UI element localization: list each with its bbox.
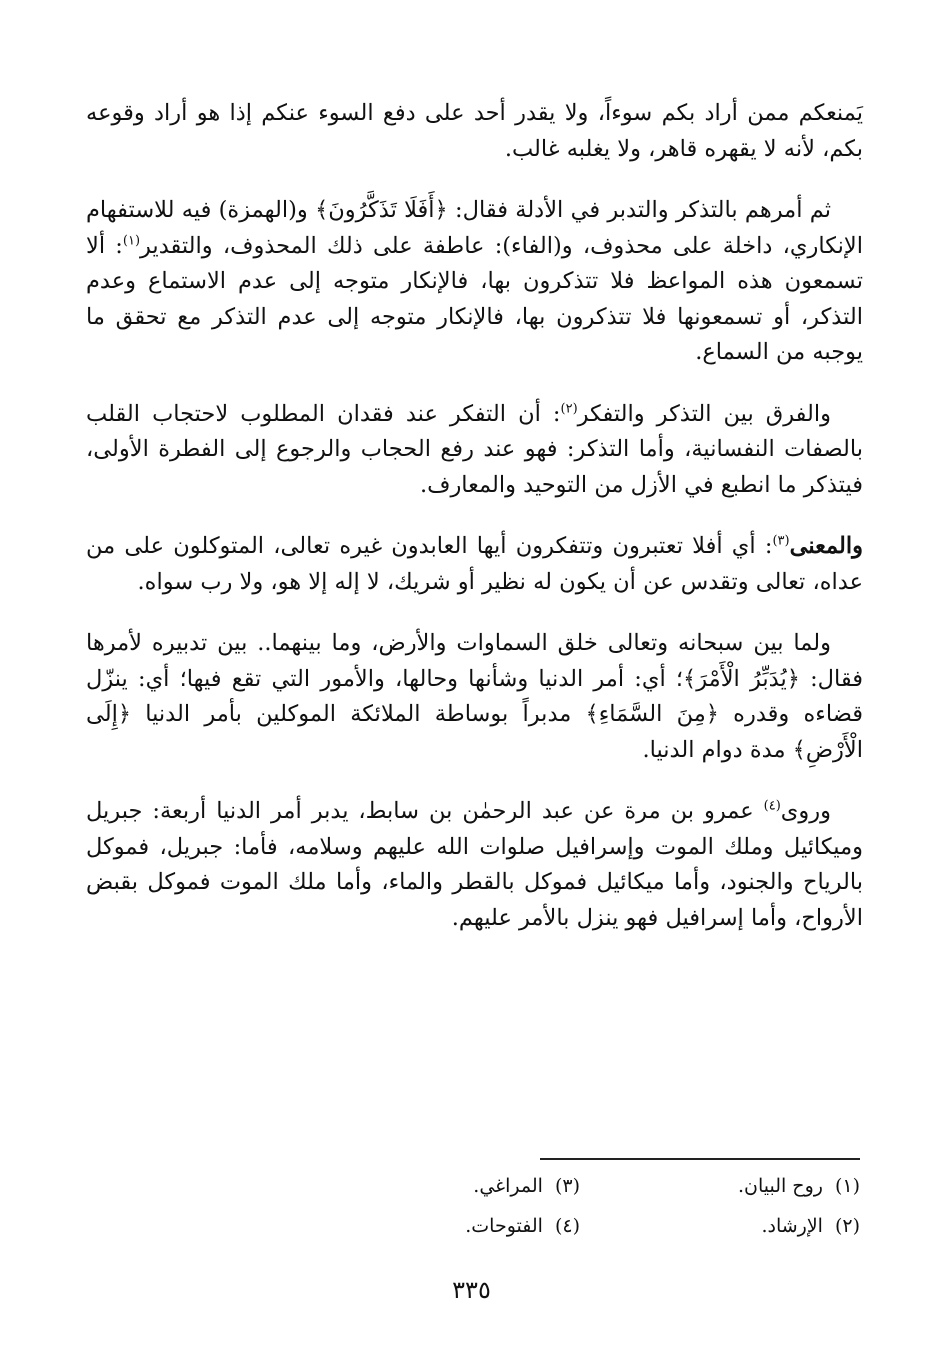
paragraph-2-text-a: ثم أمرهم بالتذكر والتدبر في الأدلة فقال:	[447, 197, 831, 223]
footnote-number: (٣)	[554, 1175, 580, 1197]
paragraph-4	[86, 529, 863, 600]
paragraph-3-text-a: والفرق بين التذكر والتفكر	[577, 400, 831, 427]
quran-verse: ﴿إِلَى الْأَرْضِ﴾	[86, 701, 863, 763]
paragraph-5	[86, 626, 863, 768]
paragraph-4-bold-term: والمعنى	[789, 533, 863, 559]
paragraph-2	[86, 193, 863, 371]
footnote-ref-3[interactable]: (٣)	[772, 533, 790, 549]
footnote-number: (١)	[834, 1175, 860, 1197]
paragraph-4-text: : أي أفلا تعتبرون وتتفكرون أيها العابدون غيره تعالى، المتوكلون على من عداه، تعالى وتقدس عن أن يكون له نظير أو شريك، لا إله إلا هو، ولا رب سواه.	[86, 533, 863, 595]
paragraph-2-text-c: : ألا تسمعون هذه المواعظ فلا تتذكرون بها، فالإنكار متوجه إلى عدم الاستماع وعدم التذكر، أو تسمعونها فلا تتذكرون بها، فالإنكار متوجه إلى عدم التذكر مع تحقق ما يوجبه من السماع.	[86, 232, 863, 365]
footnote-text: الإرشاد.	[761, 1215, 823, 1237]
footnote-ref-4[interactable]: (٤)	[763, 798, 781, 814]
paragraph-5-text-c: مدبراً بوساطة الملائكة الموكلين بأمر الدنيا	[131, 701, 586, 727]
quran-verse: ﴿مِنَ السَّمَاءِ﴾	[585, 701, 719, 727]
paragraph-1-text: يَمنعكم ممن أراد بكم سوءاً، ولا يقدر أحد على دفع السوء عنكم إذا هو أراد وقوعه بكم، لأنه لا يقهره قاهر، ولا يغلبه غالب.	[86, 100, 863, 162]
paragraph-6-text-b: عمرو بن مرة عن عبد الرحمٰن بن سابط، يدبر أمر الدنيا أربعة: جبريل وميكائيل وملك الموت وإسرافيل صلوات الله عليهم وسلامه، فأما: جبريل، فموكل بالرياح والجنود، وأما ميكائيل فموكل بالقطر والماء، وأما ملك الموت فموكل بقبض الأرواح، وأما إسرافيل فهو ينزل بالأمر عليهم.	[86, 798, 863, 931]
quran-verse: ﴿يُدَبِّرُ الْأَمْرَ﴾	[683, 665, 800, 692]
footnote-number: (٢)	[834, 1215, 860, 1237]
footnote-item	[300, 1172, 580, 1200]
footnote-item	[300, 1212, 580, 1240]
quran-verse: ﴿أَفَلَا تَذَكَّرُونَ﴾	[315, 197, 448, 223]
footnote-item	[580, 1172, 860, 1200]
footnote-text: روح البيان.	[737, 1175, 823, 1197]
footnotes	[300, 1172, 860, 1240]
paragraph-5-text-a: ولما بين سبحانه وتعالى خلق السماوات والأرض، وما بينهما.. بين تدبيره لأمرها فقال:	[86, 630, 863, 692]
page-body	[86, 96, 863, 962]
footnote-text: الفتوحات.	[465, 1215, 543, 1237]
footnote-text: المراغي.	[473, 1175, 543, 1197]
paragraph-3	[86, 397, 863, 504]
footnote-number: (٤)	[554, 1215, 580, 1237]
paragraph-3-text-b: : أن التفكر عند فقدان المطلوب لاحتجاب القلب بالصفات النفسانية، وأما التذكر: فهو عند رفع الحجاب والرجوع إلى الفطرة الأولى، فيتذكر ما انطبع في الأزل من التوحيد والمعارف.	[86, 400, 863, 498]
paragraph-5-text-d: مدة دوام الدنيا.	[642, 736, 793, 763]
paragraph-6-text-a: وروى	[780, 798, 831, 824]
paragraph-2-text-b: و(الهمزة) فيه للاستفهام الإنكاري، داخلة على محذوف، و(الفاء): عاطفة على ذلك المحذوف، والتقدير	[86, 197, 863, 259]
paragraph-1	[86, 96, 863, 167]
footnote-item	[580, 1212, 860, 1240]
page-number: ٣٣٥	[452, 1276, 491, 1304]
footnote-ref-1[interactable]: (١)	[122, 233, 141, 248]
paragraph-5-text-b: ؛ أي: أمر الدنيا وشأنها وحالها، والأمور التي تقع فيها؛ أي: ينزّل قضاءه وقدره	[86, 665, 863, 727]
paragraph-6	[86, 794, 863, 936]
footnote-ref-2[interactable]: (٢)	[560, 401, 578, 416]
footnote-divider	[540, 1158, 860, 1160]
